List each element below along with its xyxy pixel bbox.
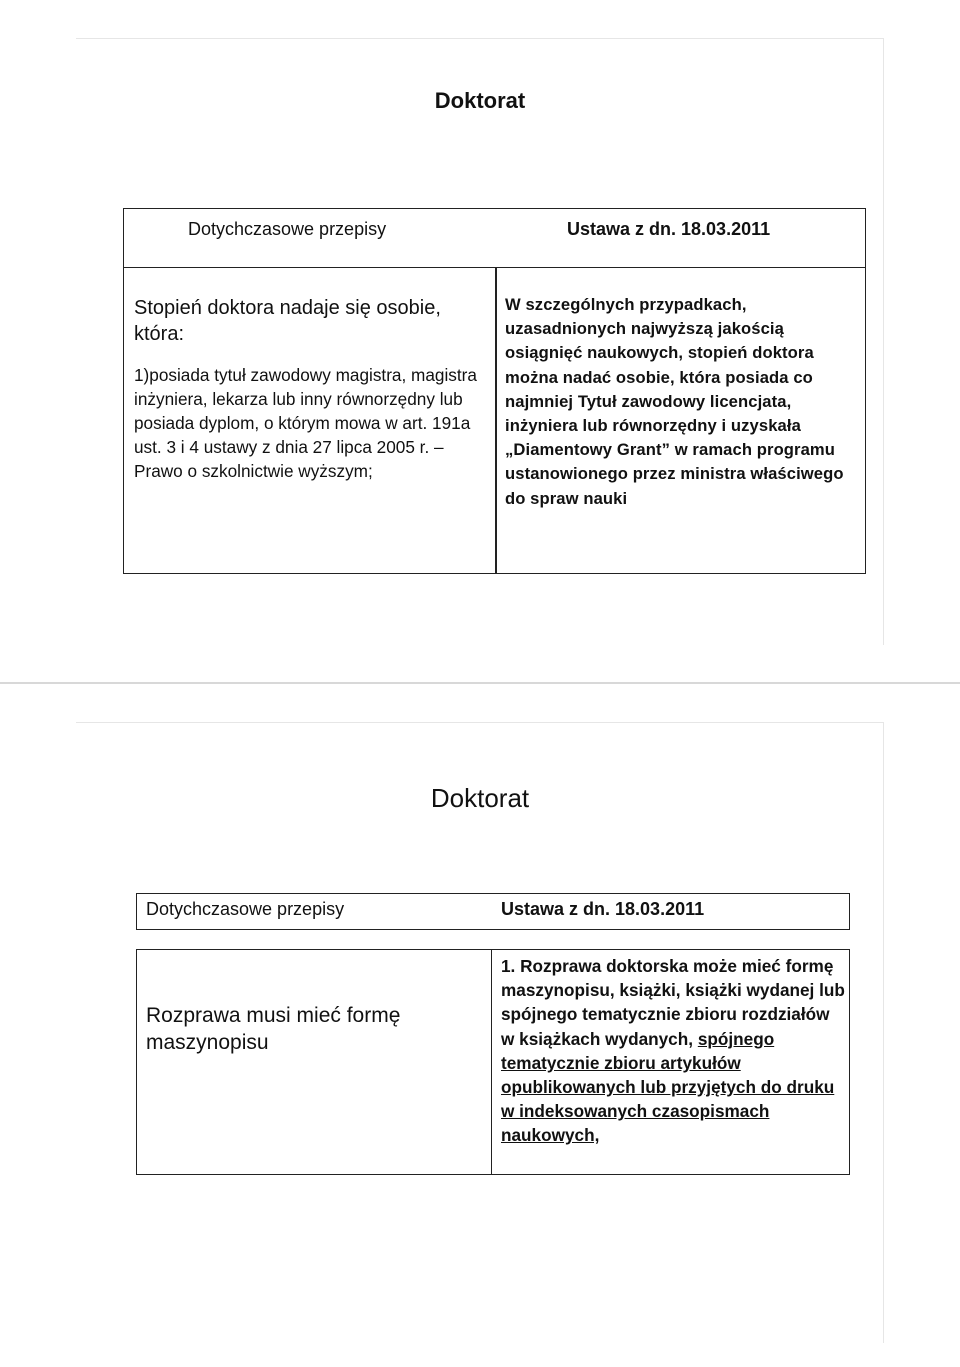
header-new-act: Ustawa z dn. 18.03.2011 — [501, 899, 705, 919]
comparison-table — [136, 893, 850, 1175]
header-new-act: Ustawa z dn. 18.03.2011 — [567, 219, 771, 239]
previous-rules-cell — [134, 295, 489, 483]
new-act-underlined-text: spójnego tematycznie zbioru artykułów opublikowanych lub przyjętych do druku w indeksowanych czasopismach naukowych, — [501, 1028, 835, 1146]
comparison-table — [123, 208, 866, 574]
column-divider — [491, 950, 492, 1174]
previous-rules-lead: Stopień doktora nadaje się osobie, która: — [134, 297, 441, 345]
table-header-row — [136, 893, 850, 930]
new-act-cell: W szczególnych przypadkach, uzasadnionych najwyższą jakością osiągnięć naukowych, stopień doktora można nadać osobie, która posiada co najmniej Tytuł zawodowy licencjata, inżyniera lub równorzędny i uzyskała „Diamentowy Grant” w ramach programu ustanowionego przez ministra właściwego do spraw nauki — [505, 295, 844, 508]
previous-rules-cell: Rozprawa musi mieć formę maszynopisu — [146, 1004, 401, 1054]
table-body-row — [136, 949, 850, 1175]
header-previous-rules: Dotychczasowe przepisy — [146, 899, 345, 919]
slide-title: Doktorat — [434, 88, 526, 113]
page-separator — [0, 682, 960, 684]
slide-title: Doktorat — [430, 783, 530, 813]
column-divider — [495, 267, 497, 573]
header-previous-rules: Dotychczasowe przepisy — [188, 219, 387, 239]
slide-1 — [0, 0, 960, 682]
new-act-text: 1. Rozprawa doktorska może mieć formę maszynopisu, książki, książki wydanej lub spójnego tematycznie zbioru rozdziałów w książkach wydanych, — [501, 956, 845, 1049]
previous-rules-text: 1)posiada tytuł zawodowy magistra, magistra inżyniera, lekarza lub inny równorzędny lub posiada dyplom, o którym mowa w art. 191a ust. 3 i 4 ustawy z dnia 27 lipca 2005 r. – Prawo o szkolnictwie wyższym; — [134, 365, 477, 481]
new-act-cell — [501, 954, 847, 1148]
table-header-row — [124, 209, 865, 268]
